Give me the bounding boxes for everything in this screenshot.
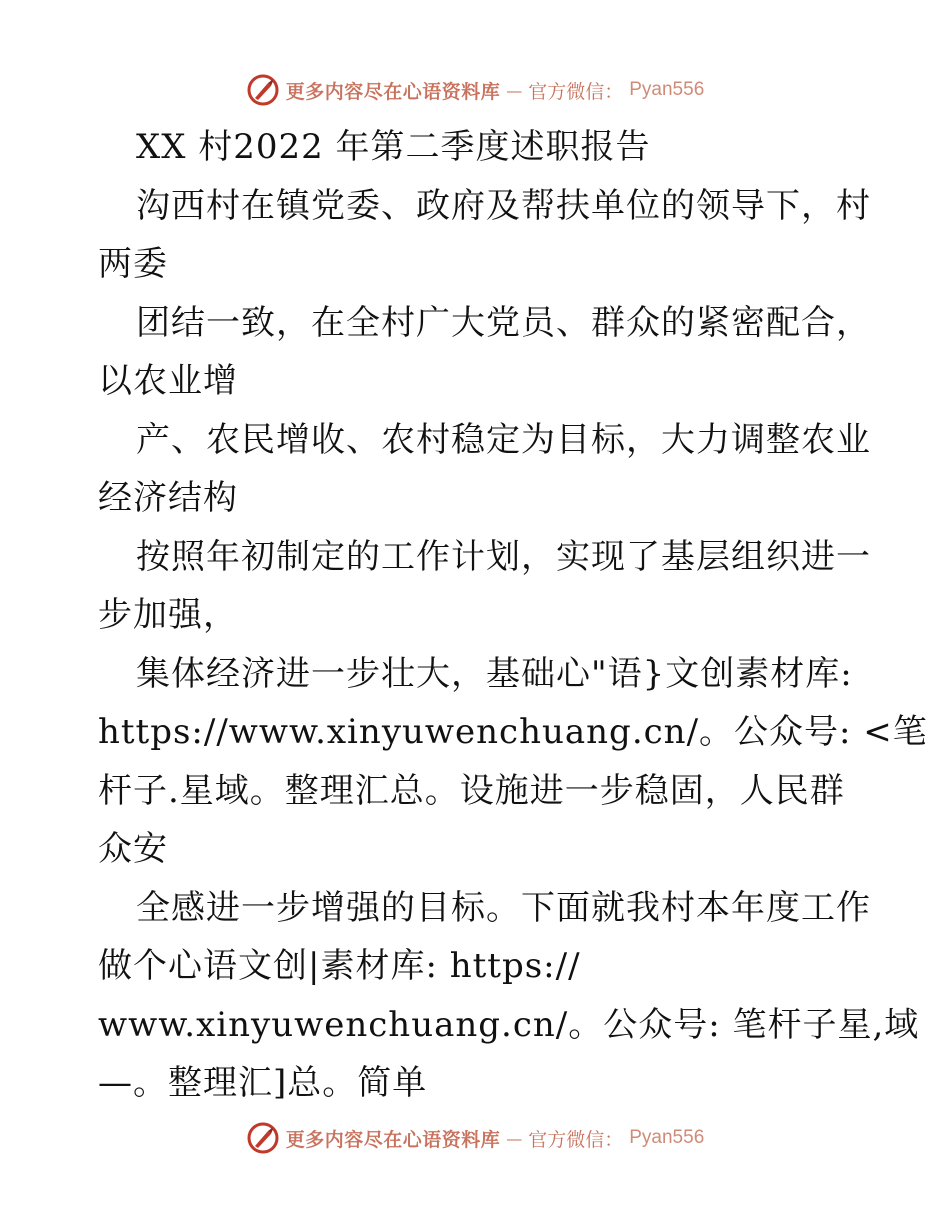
text-line: 杆子.星域。整理汇总。设施进一步稳固，人民群 (98, 770, 845, 811)
text-line: 按照年初制定的工作计划，实现了基层组织进一 (136, 536, 871, 577)
document-title: XX 村2022 年第二季度述职报告 (136, 127, 651, 167)
watermark-dash: — (506, 1128, 523, 1148)
watermark-wechat-id: Pyan556 (629, 79, 705, 100)
text-line: 经济结构 (98, 478, 238, 518)
pen-logo-icon (246, 73, 280, 107)
watermark-wechat-label: 官方微信： (528, 1128, 624, 1151)
watermark-wechat-id: Pyan556 (629, 1127, 705, 1148)
watermark-dash: — (506, 80, 523, 100)
watermark-text: 更多内容尽在心语资料库 (285, 1128, 501, 1151)
text-line: https://www.xinyuwenchuang.cn/。公众号: <笔 (98, 712, 928, 752)
text-line: —。整理汇]总。简单 (98, 1063, 428, 1103)
text-line: 沟西村在镇党委、政府及帮扶单位的领导下，村 (136, 185, 871, 226)
document-body (98, 118, 928, 1113)
watermark-text: 更多内容尽在心语资料库 (285, 80, 501, 103)
text-line: 步加强， (98, 595, 238, 635)
text-line: 两委 (98, 244, 168, 284)
text-line: 产、农民增收、农村稳定为目标，大力调整农业 (136, 419, 871, 460)
watermark-wechat-label: 官方微信： (528, 80, 624, 103)
text-line: 全感进一步增强的目标。下面就我村本年度工作 (136, 887, 871, 928)
text-line: 以农业增 (98, 361, 238, 401)
header-watermark (0, 70, 950, 110)
text-line: www.xinyuwenchuang.cn/。公众号: 笔杆子星,域 (98, 1004, 920, 1045)
pen-logo-icon (246, 1121, 280, 1155)
text-line: 做个心语文创|素材库: https:// (98, 946, 581, 986)
text-line: 集体经济进一步壮大，基础心"语}文创素材库: (136, 653, 853, 694)
footer-watermark (0, 1118, 950, 1158)
text-line: 团结一致，在全村广大党员、群众的紧密配合， (136, 302, 871, 343)
text-line: 众安 (98, 829, 168, 869)
